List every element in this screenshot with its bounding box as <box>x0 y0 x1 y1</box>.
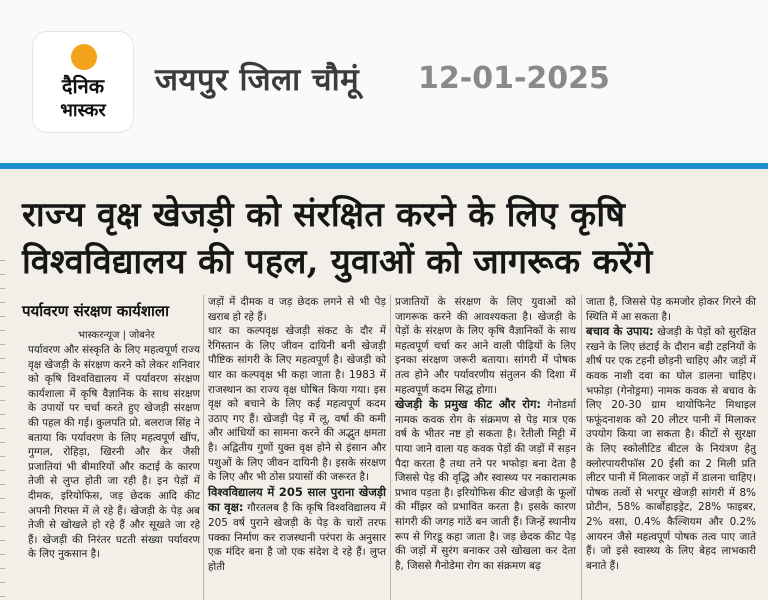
column-divider <box>581 295 582 600</box>
logo-line2: भास्कर <box>60 100 106 121</box>
column3-para1: प्रजातियों के संरक्षण के लिए युवाओं को जागरूक करने की आवश्यकता है। खेजड़ी के पेड़ों के संरक्षण के लिए कृषि वैज्ञानिकों के साथ महत्वपूर्ण चर्चा कर आने वाली पीढ़ियों के लिए इनका संरक्षण जरूरी बताया। सांगरी में पोषक तत्व होने और पर्यावरणीय संतुलन की दिशा में महत्वपूर्ण कदम सिद्ध होगा। <box>395 296 576 396</box>
logo-line1: दैनिक <box>61 74 105 98</box>
column-divider <box>203 295 204 600</box>
column2-para2: थार का कल्पवृक्ष खेजड़ी संकट के दौर में रेगिस्तान के लिए जीवन दायिनी बनी खेजड़ी पौष्टिक सांगरी के लिए महत्वपूर्ण है। खेजड़ी को थार का कल्पवृक्ष भी कहा जाता है। 1983 में राजस्थान का राज्य वृक्ष घोषित किया गया। इस वृक्ष को बचाने के लिए कई महत्वपूर्ण कदम उठाए गए हैं। खेजड़ी पेड़ में लू, वर्षा की कमी और आंधियों का सामना करने की अद्भुत क्षमता है। अद्वितीय गुणों युक्त वृक्ष होने से इंसान और पशुओं के लिए जीवन दायिनी है। इसके संरक्षण के लिए और भी ठोस प्रयासों की जरूरत है। <box>208 325 386 484</box>
article-column-3 <box>395 295 576 573</box>
column3-para2: गेनोडर्मा नामक कवक रोग के संक्रमण से पेड़ मात्र एक वर्ष के भीतर नष्ट हो सकता है। रेतीली मिट्टी में पाया जाने वाला यह कवक पेड़ों की जड़ों में सड़न पैदा करता है तथा तने पर भफोड़ा बना देता है जिससे पेड़ की वृद्धि और स्वास्थ्य पर नकारात्मक प्रभाव पड़ता है। इरियोफिस कीट खेजड़ी के फूलों की मींझर को प्रभावित करता है। इसके कारण सांगरी की जगह गांठें बन जाती हैं। जिन्हें स्थानीय रूप से गिरडू कहा जाता है। जड़ छेदक कीट पेड़ की जड़ों में सुरंग बनाकर उसे खोखला कर देता है, जिससे गैनोडेमा रोग का संक्रमण बढ़ <box>395 399 577 572</box>
article-column-4 <box>586 295 756 573</box>
dainik-bhaskar-logo <box>33 32 133 132</box>
headline-line1: राज्य वृक्ष खेजड़ी को संरक्षित करने के लिए कृषि <box>22 195 626 235</box>
column2-kicker: विश्वविद्यालय में 205 साल पुराना खेजड़ी का वृक्ष: <box>208 484 386 515</box>
column4-para1: जाता है, जिससे पेड़ कमजोर होकर गिरने की स्थिति में आ सकता है। <box>586 296 756 323</box>
clipping-edge <box>0 260 5 600</box>
subheading: पर्यावरण संरक्षण कार्यशाला <box>22 302 169 320</box>
column2-para3: गौरतलब है कि कृषि विश्वविद्यालय में 205 वर्ष पुराने खेजड़ी के पेड़ के चारों तरफ पक्का निर्माण कर राजस्थानी परंपरा के अनुसार एक मंदिर बना है जो एक संदेश दे रहे हैं। लुप्त होती <box>208 502 386 573</box>
sun-icon <box>71 44 97 70</box>
edition-date: 12-01-2025 <box>418 61 610 96</box>
column4-para2: खेजड़ी के पेड़ों को सुरक्षित रखने के लिए छंटाई के दौरान बड़ी टहनियों के शीर्ष पर एक टहनी छोड़नी चाहिए और जड़ों में कवक नाशी दवा का घोल डालना चाहिए। भफोड़ा (गेनोड्रमा) नामक कवक से बचाव के लिए 20-30 ग्राम थायोफिनेट मिथाइल फफूंदनाशक को 20 लीटर पानी में मिलाकर उपयोग किया जा सकता है। कीटों से सुरक्षा के लिए स्कोलीटिड बीटल के नियंत्रण हेतु क्लोरपायरीफॉस 20 ईसी का 2 मिली प्रति लीटर पानी में मिलाकर जड़ों में डालना चाहिए। पोषक तत्वों से भरपूर खेजड़ी सांगरी में 8% प्रोटीन, 58% कार्बोहाइड्रेट, 28% फाइबर, 2% वसा, 0.4% कैल्शियम और 0.2% आयरन जैसे महत्वपूर्ण पोषक तत्व पाए जाते हैं। जो इसे स्वास्थ्य के लिए बेहद लाभकारी बनाते हैं। <box>586 326 756 572</box>
column1-text: पर्यावरण और संस्कृति के लिए महत्वपूर्ण राज्य वृक्ष खेजड़ी के संरक्षण करने को लेकर शनिवार को कृषि विश्वविद्यालय में पर्यावरण संरक्षण कार्यशाला में कृषि वैज्ञानिक के साथ संरक्षण के उपायों पर चर्चा करते हुए खेजड़ी संरक्षण की पहल की गई। कुलपति प्रो. बलराज सिंह ने बताया कि पर्यावरण के लिए महत्वपूर्ण खींप, गुग्गल, रोहिड़ा, खिरनी और केर जैसी प्रजातियां भी बीमारियों और कटाई के कारण तेजी से लुप्त होती जा रही है। इन पेड़ों में दीमक, इरियोफिस, जड़ छेदक आदि कीट अपनी गिरफ्त में ले रहे हैं। खेजड़ी के पेड़ अब तेजी से खोखले हो रहे हैं और सूखते जा रहे हैं। खेजड़ी की निरंतर घटती संख्या पर्यावरण के लिए नुकसान है। <box>28 344 200 561</box>
edition-title: जयपुर जिला चौमूं <box>155 62 360 98</box>
header-bar <box>0 0 768 163</box>
byline: भास्करन्यूज | जोबनेर <box>78 330 155 341</box>
article-column-2 <box>208 295 386 574</box>
column3-kicker: खेजड़ी के प्रमुख कीट और रोग: <box>395 397 542 412</box>
column4-kicker: बचाव के उपाय: <box>586 324 654 339</box>
headline-line2: विश्वविद्यालय की पहल, युवाओं को जागरूक करेंगे <box>22 242 653 282</box>
article-column-1 <box>28 343 200 562</box>
column-divider <box>390 295 391 600</box>
column2-para1: जड़ों में दीमक व जड़ छेदक लगने से भी पेड़ खराब हो रहे हैं। <box>208 296 386 323</box>
